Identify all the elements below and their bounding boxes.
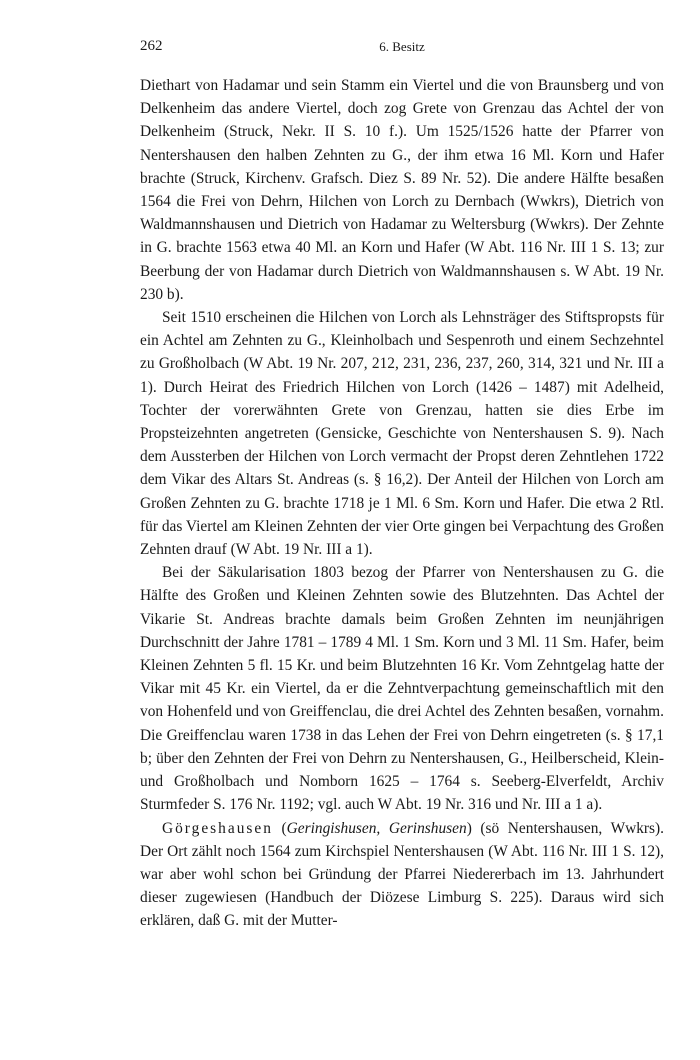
place-name: Görgeshausen xyxy=(162,819,273,837)
paragraph-3: Bei der Säkularisation 1803 bezog der Pfarrer von Nentershausen zu G. die Hälfte des Großen und Kleinen Zehnten sowie des Blutzehnten. Das Achtel der Vikarie St. Andreas brachte damals beim Großen Zehnten im neunjährigen Durchschnitt der Jahre 1781 – 1789 4 Ml. 1 Sm. Korn und 3 Ml. 11 Sm. Hafer, beim Kleinen Zehnten 5 fl. 15 Kr. und beim Blutzehnten 16 Kr. Vom Zehntgelag hatte der Vikar mit 45 Kr. ein Viertel, da er die Zehntverpachtung gemeinschaftlich mit den von Hohenfeld und von Greiffenclau, die drei Achtel des Zehnten besaßen, vornahm. Die Greiffenclau waren 1738 in das Lehen der Frei von Dehrn eingetreten (s. § 17,1 b; über den Zehnten der Frei von Dehrn zu Nentershausen, G., Heilberscheid, Klein- und Großholbach und Nomborn 1625 – 1764 s. Seeberg-Elverfeldt, Archiv Sturmfeder S. 176 Nr. 1192; vgl. auch W Abt. 19 Nr. 316 und Nr. III a 1 a). xyxy=(140,564,664,814)
place-name-variants: Geringishusen, Gerinshusen xyxy=(286,819,467,837)
page-number: 262 xyxy=(140,38,163,54)
paragraph-4 xyxy=(140,817,664,933)
paragraph-4-text: ) (sö Nentershausen, Wwkrs). Der Ort zählt noch 1564 zum Kirchspiel Nentershausen (W Abt. 116 Nr. III 1 S. 12), war aber wohl schon bei Gründung der Pfarrei Niedererbach im 13. Jahrhundert dieser zugewiesen (Handbuch der Diözese Limburg S. 225). Daraus wird sich erklären, daß G. mit der Mutter- xyxy=(140,819,664,930)
paragraph-2: Seit 1510 erscheinen die Hilchen von Lorch als Lehnsträger des Stiftspropsts für ein Achtel am Zehnten zu G., Kleinholbach und Sespenroth und einem Sechzehntel zu Großholbach (W Abt. 19 Nr. 207, 212, 231, 236, 237, 260, 314, 321 und Nr. III a 1). Durch Heirat des Friedrich Hilchen von Lorch (1426 – 1487) mit Adelheid, Tochter der vorerwähnten Grete von Grenzau, hatten sie dies Erbe im Propsteizehnten angetreten (Gensicke, Geschichte von Nentershausen S. 9). Nach dem Aussterben der Hilchen von Lorch vermacht der Propst deren Zehntlehen 1722 dem Vikar des Altars St. Andreas (s. § 16,2). Der Anteil der Hilchen von Lorch am Großen Zehnten zu G. brachte 1718 je 1 Ml. 6 Sm. Korn und Hafer. Die etwa 2 Rtl. für das Viertel am Kleinen Zehnten der vier Orte gingen bei Verpachtung des Großen Zehnten drauf (W Abt. 19 Nr. III a 1). xyxy=(140,309,664,559)
paren-open: ( xyxy=(272,819,287,837)
chapter-title: 6. Besitz xyxy=(379,39,425,54)
body-text xyxy=(140,74,664,933)
running-head xyxy=(140,38,664,58)
paragraph-1: Diethart von Hadamar und sein Stamm ein Viertel und die von Braunsberg und von Delkenheim das andere Viertel, doch zog Grete von Grenzau das Achtel der von Delkenheim (Struck, Nekr. II S. 10 f.). Um 1525/1526 hatte der Pfarrer von Nentershausen den halben Zehnten zu G., der ihm etwa 16 Ml. Korn und Hafer brachte (Struck, Kirchenv. Grafsch. Diez S. 89 Nr. 52). Die andere Hälfte besaßen 1564 die Frei von Dehrn, Hilchen von Lorch zu Dernbach (Wwkrs), Dietrich von Waldmannshausen und Dietrich von Hadamar zu Weltersburg (Wwkrs). Der Zehnte in G. brachte 1563 etwa 40 Ml. an Korn und Hafer (W Abt. 116 Nr. III 1 S. 13; zur Beerbung der von Hadamar durch Dietrich von Waldmannshausen s. W Abt. 19 Nr. 230 b). xyxy=(140,77,664,303)
